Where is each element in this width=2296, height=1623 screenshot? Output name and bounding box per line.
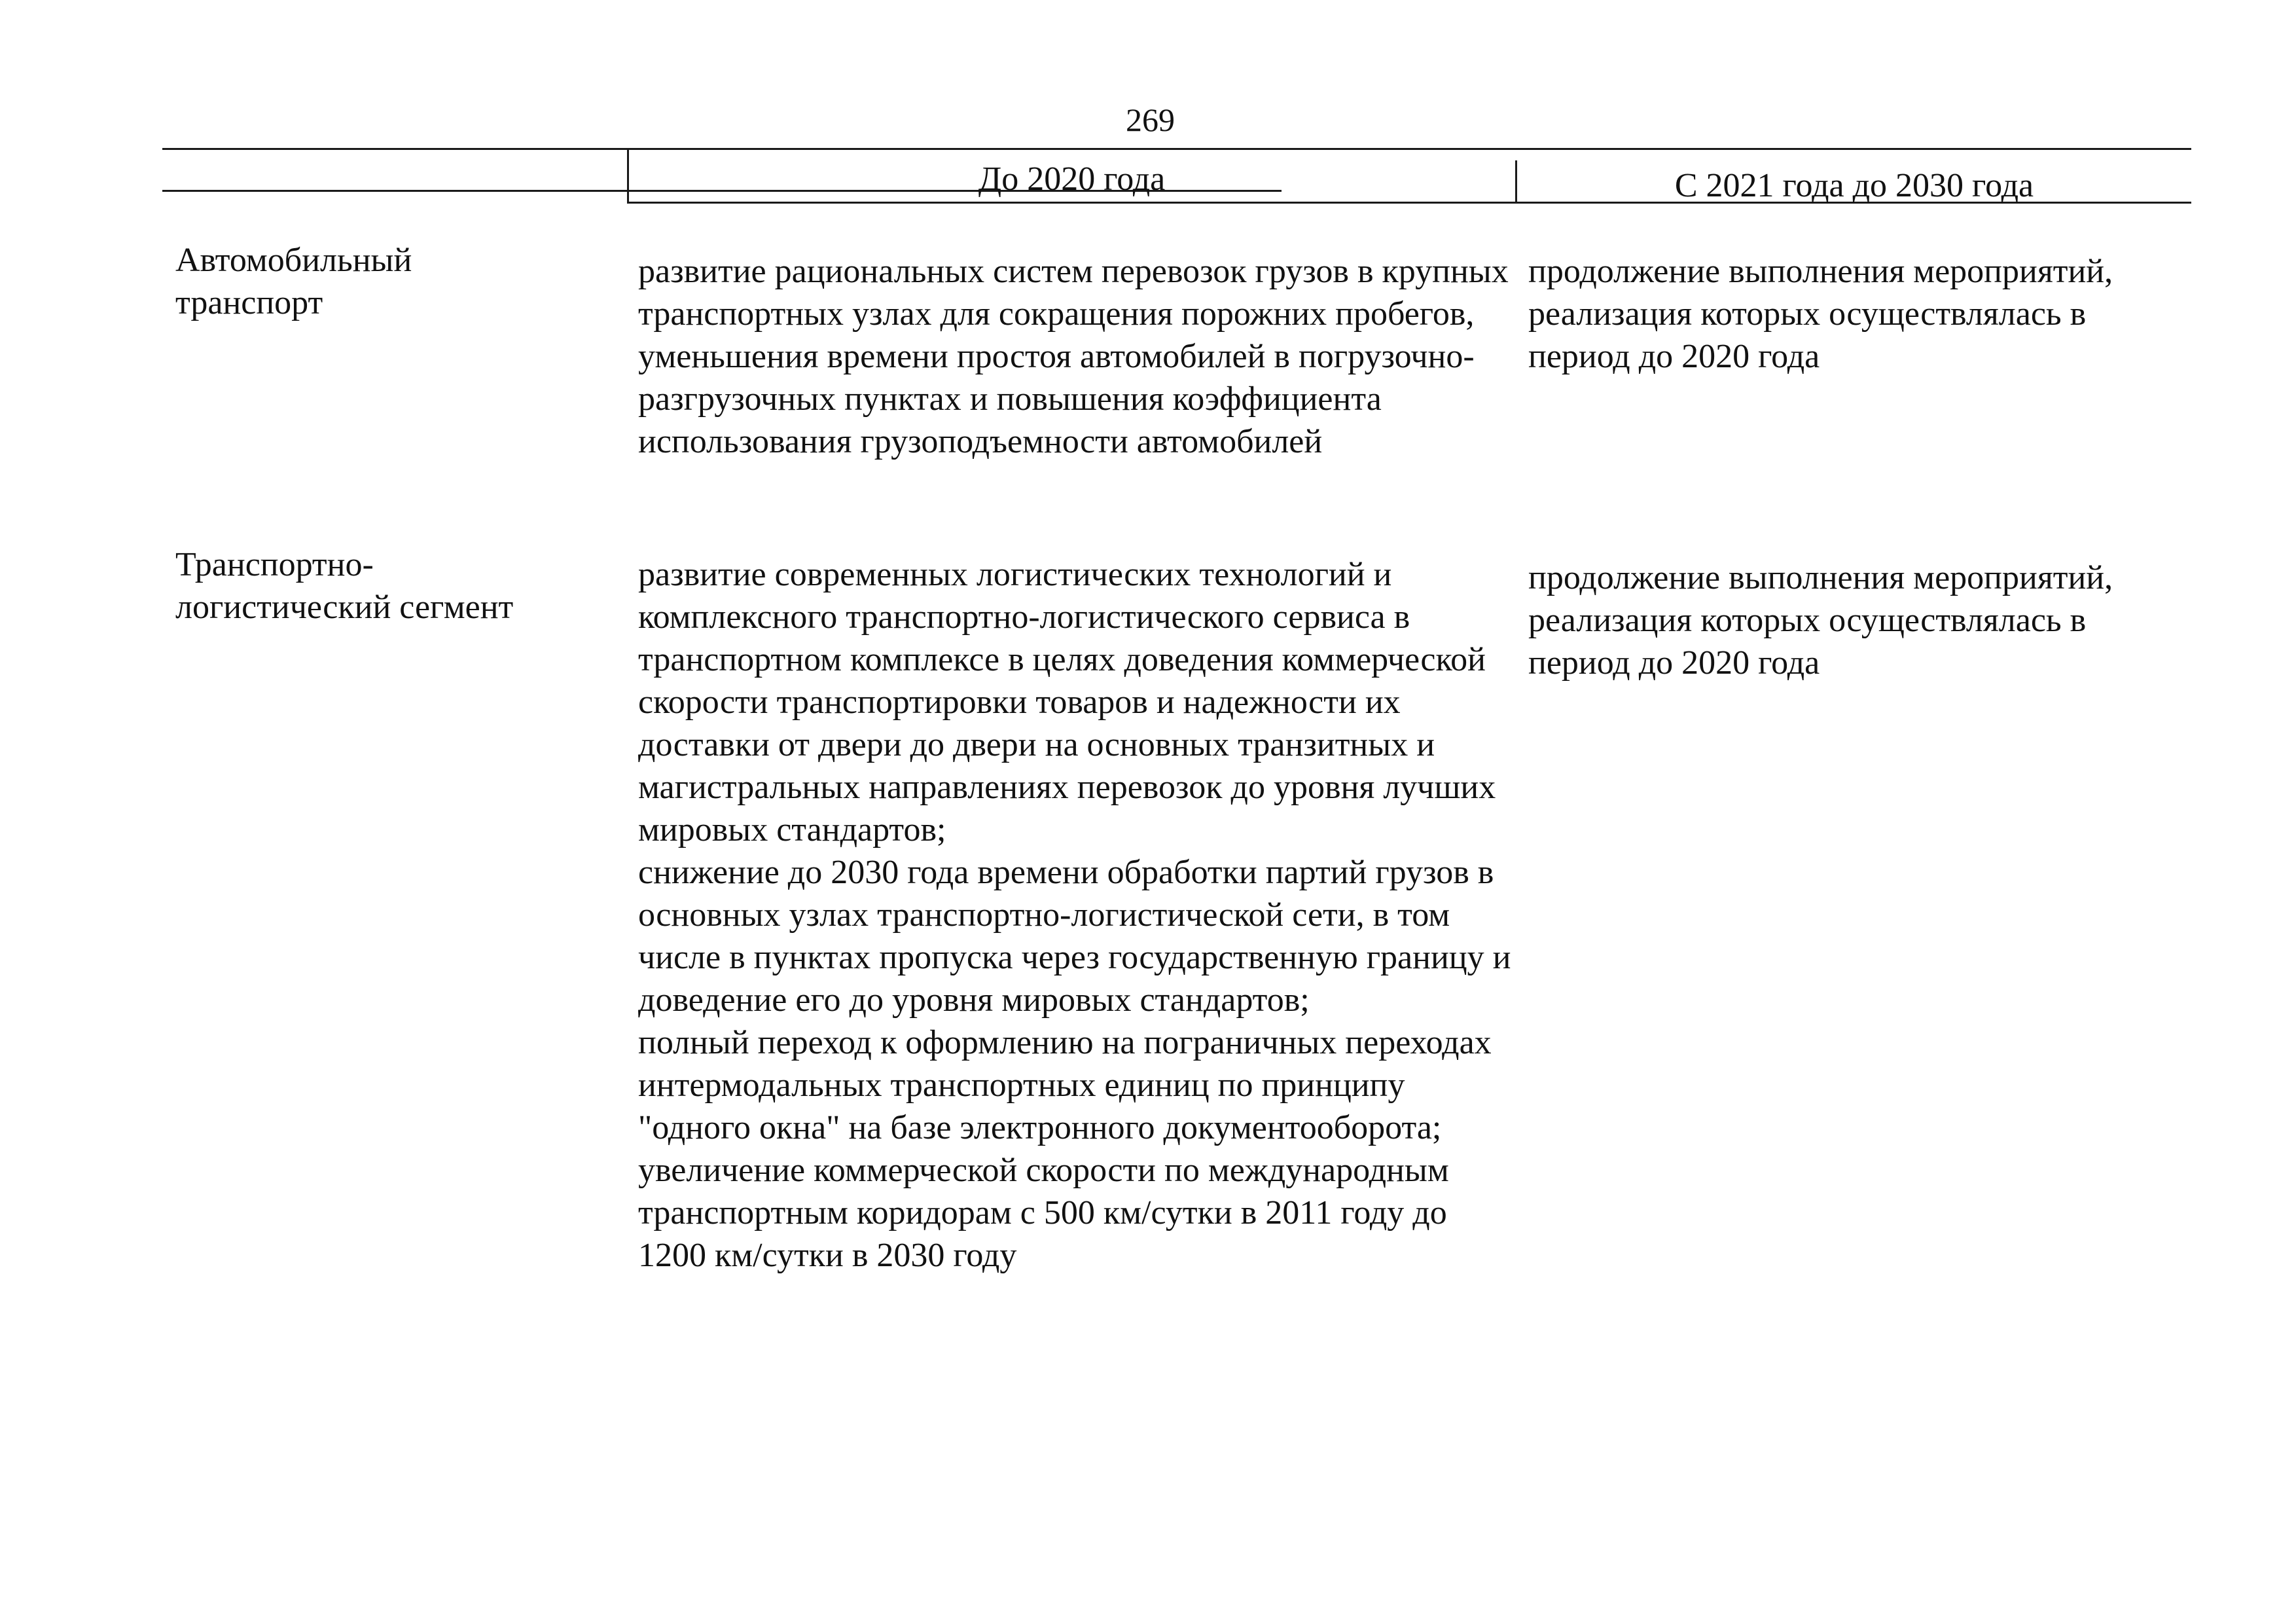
measure-paragraph: полный переход к оформлению на пограничных переходах интермодальных транспортных единиц по принципу "одного окна" на базе электронного документооборота; — [638, 1024, 1492, 1146]
table-header-2021-2030: С 2021 года до 2030 года — [1674, 167, 2034, 204]
table-header-until-2020: До 2020 года — [978, 160, 1166, 198]
row-label-logistics: Транспортно-логистический сегмент — [175, 546, 514, 626]
row-logistics-2021-2030: продолжение выполнения мероприятий, реализация которых осуществлялась в период до 2020 года — [1528, 559, 2113, 682]
page-number: 269 — [1126, 101, 1175, 138]
measure-paragraph: развитие современных логистических технологий и комплексного транспортно-логистического сервиса в транспортном комплексе в целях доведения коммерческой скорости транспортировки товаров и надежности их доставки от двери до двери на основных транзитных и магистральных направлениях перевозок до уровня лучших мировых стандартов; — [638, 556, 1496, 848]
measure-paragraph: снижение до 2030 года времени обработки партий грузов в основных узлах транспортно-логистической сети, в том числе в пунктах пропуска через государственную границу и доведение его до уровня мировых стандартов; — [638, 854, 1511, 1019]
header-top-rule — [162, 148, 2191, 150]
measure-paragraph: увеличение коммерческой скорости по международным транспортным коридорам с 500 км/сутки в 2011 году до 1200 км/сутки в 2030 году — [638, 1152, 1449, 1274]
row-logistics-until-2020 — [638, 553, 1518, 1277]
row-automobile-until-2020 — [638, 250, 1518, 463]
row-automobile-2021-2030: продолжение выполнения мероприятий, реализация которых осуществлялась в период до 2020 года — [1528, 253, 2113, 375]
measure-paragraph: развитие рациональных систем перевозок грузов в крупных транспортных узлах для сокращения порожних пробегов, уменьшения времени простоя автомобилей в погрузочно-разгрузочных пунктах и повышения коэффициента использования грузоподъемности автомобилей — [638, 253, 1509, 460]
row-label-automobile: Автомобильный транспорт — [175, 242, 412, 321]
